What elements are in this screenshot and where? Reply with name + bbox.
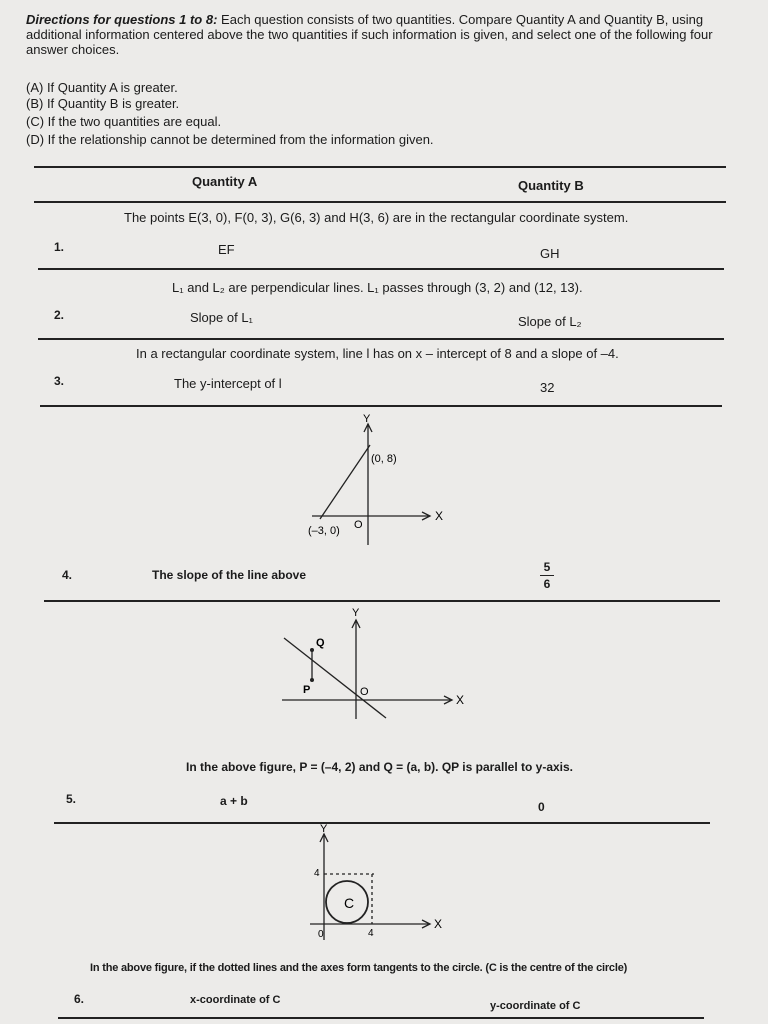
- q5-line: [284, 638, 386, 718]
- q6-number: 6.: [74, 992, 85, 1006]
- q5-origin: O: [360, 686, 369, 698]
- header-quantity-a: Quantity A: [192, 174, 258, 189]
- q6-quantity-b: y-coordinate of C: [490, 1000, 581, 1012]
- q5-condition: In the above figure, P = (–4, 2) and Q = (a, b). QP is parallel to y-axis.: [186, 760, 574, 774]
- q4-figure: [290, 408, 460, 548]
- q4-point-neg3-0: (–3, 0): [308, 525, 340, 537]
- choice-c: (C) If the two quantities are equal.: [26, 114, 222, 129]
- q3-quantity-a: The y-intercept of l: [174, 376, 282, 391]
- q4-origin: O: [354, 519, 363, 531]
- choice-a: (A) If Quantity A is greater.: [26, 80, 178, 95]
- q6-y-label: Y: [320, 823, 328, 835]
- q5-y-label: Y: [352, 607, 360, 619]
- q2-rule: [38, 338, 724, 340]
- q4-x-label: X: [435, 509, 444, 523]
- q5-point-q: [310, 648, 314, 652]
- choice-d: (D) If the relationship cannot be determined from the information given.: [26, 132, 434, 147]
- q4-point-0-8: (0, 8): [371, 453, 397, 465]
- q5-figure: [276, 604, 476, 724]
- q2-number: 2.: [54, 308, 65, 322]
- q4-y-label: Y: [363, 413, 371, 425]
- q6-rule: [58, 1017, 704, 1019]
- q3-quantity-b: 32: [540, 380, 555, 395]
- q5-x-label: X: [456, 693, 465, 707]
- header-bottom-rule: [34, 201, 726, 203]
- q2-quantity-b: Slope of L₂: [518, 314, 582, 329]
- q5-label-q: Q: [316, 637, 325, 649]
- q6-label-4-x: 4: [368, 928, 374, 939]
- q1-number: 1.: [54, 240, 65, 254]
- choice-b: (B) If Quantity B is greater.: [26, 96, 180, 111]
- q4-fraction-denominator: 6: [543, 577, 551, 591]
- q4-fraction-bar: [540, 575, 554, 576]
- table-top-rule: [34, 166, 726, 168]
- q2-condition: L₁ and L₂ are perpendicular lines. L₁ passes through (3, 2) and (12, 13).: [172, 280, 583, 295]
- q6-label-4-y: 4: [314, 868, 320, 879]
- q5-number: 5.: [66, 792, 77, 806]
- q4-quantity-a: The slope of the line above: [152, 568, 307, 582]
- q1-condition: The points E(3, 0), F(0, 3), G(6, 3) and H(3, 6) are in the rectangular coordinate system.: [124, 210, 629, 225]
- q5-quantity-a: a + b: [220, 794, 248, 808]
- q6-label-c: C: [344, 895, 355, 911]
- directions-text: Each question consists of two quantities. Compare Quantity A and Quantity B, using additional information centered above the two quantities if such information is given, and select one of the following four answer choices.: [26, 12, 713, 57]
- q1-quantity-a: EF: [218, 242, 235, 257]
- q6-x-label: X: [434, 917, 443, 931]
- header-quantity-b: Quantity B: [518, 178, 584, 193]
- q4-line: [320, 445, 370, 519]
- q4-quantity-b-fraction: [540, 560, 554, 591]
- q6-figure: [300, 820, 460, 942]
- q6-quantity-a: x-coordinate of C: [190, 994, 281, 1006]
- q1-rule: [38, 268, 724, 270]
- q5-point-p: [310, 678, 314, 682]
- q4-number: 4.: [62, 568, 73, 582]
- q1-quantity-b: GH: [540, 246, 560, 261]
- q5-label-p: P: [303, 684, 311, 696]
- q2-quantity-a: Slope of L₁: [190, 310, 253, 325]
- q3-rule: [40, 405, 722, 407]
- directions: [26, 12, 738, 57]
- directions-lead: Directions for questions 1 to 8:: [26, 12, 218, 27]
- q5-quantity-b: 0: [538, 800, 545, 814]
- q6-label-0: 0: [318, 929, 324, 940]
- q3-number: 3.: [54, 374, 65, 388]
- q4-rule: [44, 600, 720, 602]
- q6-condition: In the above figure, if the dotted lines and the axes form tangents to the circle. (C is the centre of the circle): [90, 962, 628, 974]
- q3-condition: In a rectangular coordinate system, line l has on x – intercept of 8 and a slope of –4.: [136, 346, 619, 361]
- q4-fraction-numerator: 5: [543, 560, 551, 574]
